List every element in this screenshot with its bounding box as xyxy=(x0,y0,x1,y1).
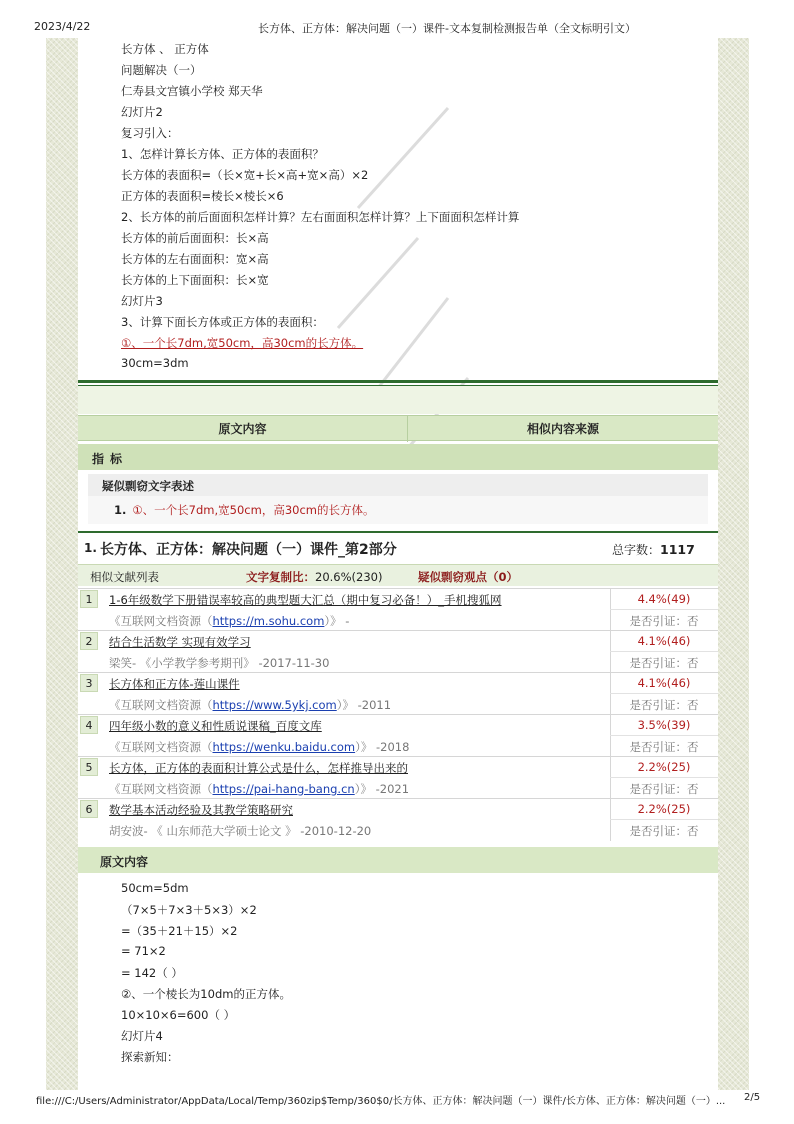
reference-cite-status: 是否引证：否 xyxy=(629,614,699,628)
intro-line: 3、计算下面长方体或正方体的表面积： xyxy=(121,315,324,329)
suspect-section-header xyxy=(88,474,708,496)
intro-line: 幻灯片3 xyxy=(121,294,163,308)
reference-source-text: 《互联网文档资源（ xyxy=(109,740,213,754)
suspect-item[interactable] xyxy=(114,502,374,518)
reference-source xyxy=(109,739,607,755)
section-divider xyxy=(78,380,718,383)
suspect-item-num: 1. xyxy=(114,503,127,517)
suspect-views: 疑似剽窃观点（0） xyxy=(418,570,519,584)
highlighted-passage[interactable]: ①、一个长7dm,宽50cm，高30cm的长方体。 xyxy=(121,336,364,350)
page-number: 2/5 xyxy=(744,1092,761,1103)
intro-line: 30cm=3dm xyxy=(121,356,189,370)
reference-row xyxy=(78,630,718,672)
reference-title-link[interactable]: 结合生活数学 实现有效学习 xyxy=(109,635,251,649)
intro-line: 仁寿县文宫镇小学校 郑天华 xyxy=(121,84,263,98)
report-page xyxy=(78,38,718,1090)
reference-num: 2 xyxy=(80,632,98,650)
reference-title-link[interactable]: 长方体，正方体的表面积计算公式是什么，怎样推导出来的 xyxy=(109,761,408,775)
reference-cite-status: 是否引证：否 xyxy=(629,824,699,838)
reference-source-link[interactable]: https://wenku.baidu.com xyxy=(212,740,356,754)
reference-percent: 4.4%(49) xyxy=(637,592,691,606)
reference-source-text: 梁笑- 《小学教学参考期刊》 -2017-11-30 xyxy=(109,656,330,670)
section-band xyxy=(78,386,718,414)
intro-line: 长方体 、 正方体 xyxy=(121,42,209,56)
print-footer xyxy=(0,1090,794,1114)
reference-source-suffix: ）》 -2018 xyxy=(355,740,410,754)
intro-line: 问题解决（一） xyxy=(121,63,202,77)
reference-source xyxy=(109,655,607,671)
part-title-bar xyxy=(78,531,718,563)
word-count-value: 1117 xyxy=(660,542,695,557)
reference-cite-status: 是否引证：否 xyxy=(629,656,699,670)
copy-ratio-value: 20.6%(230) xyxy=(315,570,383,584)
original-content-label: 原文内容 xyxy=(100,855,149,869)
reference-source xyxy=(109,781,607,797)
reference-source-link[interactable]: https://www.5ykj.com xyxy=(212,698,337,712)
reference-title-link[interactable]: 长方体和正方体-莲山课件 xyxy=(109,677,240,691)
similarity-stats-bar xyxy=(78,564,718,586)
original-content-header: 原文内容 xyxy=(78,416,408,442)
reference-percent: 2.2%(25) xyxy=(637,802,691,816)
reference-percent: 2.2%(25) xyxy=(637,760,691,774)
similar-list-label: 相似文献列表 xyxy=(90,570,159,584)
reference-source xyxy=(109,613,607,629)
reference-num: 4 xyxy=(80,716,98,734)
word-count-label: 总字数： xyxy=(612,543,661,557)
print-title: 长方体、正方体：解决问题（一）课件-文本复制检测报告单（全文标明引文） xyxy=(258,22,636,35)
copy-ratio xyxy=(246,569,382,585)
intro-line: 正方体的表面积=棱长×棱长×6 xyxy=(121,189,284,203)
part-num: 1. xyxy=(84,541,97,555)
original-line: 10×10×6=600（ ） xyxy=(121,1008,236,1022)
reference-cite-status: 是否引证：否 xyxy=(629,740,699,754)
part-title: 长方体、正方体：解决问题（一）课件_第2部分 xyxy=(100,542,397,558)
reference-num: 6 xyxy=(80,800,98,818)
intro-line: 长方体的左右面面积：宽×高 xyxy=(121,252,269,266)
print-date: 2023/4/22 xyxy=(34,20,91,33)
reference-percent: 4.1%(46) xyxy=(637,634,691,648)
word-count xyxy=(612,541,695,558)
reference-percent: 4.1%(46) xyxy=(637,676,691,690)
indicator-bar xyxy=(78,444,718,470)
original-line: （7×5＋7×3＋5×3）×2 xyxy=(121,903,257,917)
suspect-item-text: ①、一个长7dm,宽50cm，高30cm的长方体。 xyxy=(132,503,375,517)
intro-line: 1、怎样计算长方体、正方体的表面积？ xyxy=(121,147,324,161)
reference-source-link[interactable]: https://m.sohu.com xyxy=(212,614,325,628)
reference-source-text: 《互联网文档资源（ xyxy=(109,782,213,796)
reference-source-suffix: ）》 - xyxy=(324,614,350,628)
original-line: = 142（ ） xyxy=(121,966,183,980)
reference-title-link[interactable]: 数学基本活动经验及其教学策略研究 xyxy=(109,803,293,817)
intro-line: 2、长方体的前后面面积怎样计算？左右面面积怎样计算？上下面面积怎样计算 xyxy=(121,210,520,224)
reference-title-link[interactable]: 1-6年级数学下册错误率较高的典型题大汇总（期中复习必备！）_手机搜狐网 xyxy=(109,593,502,607)
reference-source-suffix: ）》 -2011 xyxy=(336,698,392,712)
original-content-bar xyxy=(78,847,718,873)
original-line: 探索新知： xyxy=(121,1050,179,1064)
original-line: =（35＋21＋15）×2 xyxy=(121,924,238,938)
reference-row xyxy=(78,672,718,714)
reference-title-link[interactable]: 四年级小数的意义和性质说课稿_百度文库 xyxy=(109,719,322,733)
original-line: ②、一个棱长为10dm的正方体。 xyxy=(121,987,291,1001)
intro-line: 长方体的前后面面积：长×高 xyxy=(121,231,269,245)
reference-source-suffix: ）》 -2021 xyxy=(354,782,410,796)
intro-line: 幻灯片2 xyxy=(121,105,163,119)
original-line: 50cm=5dm xyxy=(121,881,189,895)
intro-line: 复习引入： xyxy=(121,126,179,140)
reference-cite-status: 是否引证：否 xyxy=(629,698,699,712)
reference-row xyxy=(78,588,718,630)
reference-source xyxy=(109,697,607,713)
reference-source-text: 《互联网文档资源（ xyxy=(109,698,213,712)
reference-source-text: 《互联网文档资源（ xyxy=(109,614,213,628)
reference-source xyxy=(109,823,607,839)
original-line: 幻灯片4 xyxy=(121,1029,163,1043)
reference-num: 1 xyxy=(80,590,98,608)
reference-num: 5 xyxy=(80,758,98,776)
reference-num: 3 xyxy=(80,674,98,692)
reference-source-text: 胡安波- 《 山东师范大学硕士论文 》 -2010-12-20 xyxy=(109,824,372,838)
suspect-section xyxy=(88,474,708,524)
similar-source-header: 相似内容来源 xyxy=(526,422,599,436)
file-path: file:///C:/Users/Administrator/AppData/Local/Temp/360zip$Temp/360$0/长方体、正方体：解决问题（一）课件/长方体、正方体：解决问题（一）... xyxy=(36,1096,726,1107)
intro-line: 长方体的表面积=（长×宽+长×高+宽×高）×2 xyxy=(121,168,369,182)
copy-ratio-label: 文字复制比： xyxy=(246,570,315,584)
print-header xyxy=(0,0,794,38)
original-line: = 71×2 xyxy=(121,944,166,958)
reference-source-link[interactable]: https://pai-hang-bang.cn xyxy=(212,782,355,796)
reference-cite-status: 是否引证：否 xyxy=(629,782,699,796)
reference-row xyxy=(78,756,718,798)
reference-row xyxy=(78,714,718,756)
reference-percent: 3.5%(39) xyxy=(637,718,691,732)
suspect-section-title: 疑似剽窃文字表述 xyxy=(102,479,194,493)
intro-line: 长方体的上下面面积：长×宽 xyxy=(121,273,269,287)
reference-row xyxy=(78,798,718,840)
indicator-label: 指标 xyxy=(92,452,129,466)
compare-table-header xyxy=(78,415,718,441)
